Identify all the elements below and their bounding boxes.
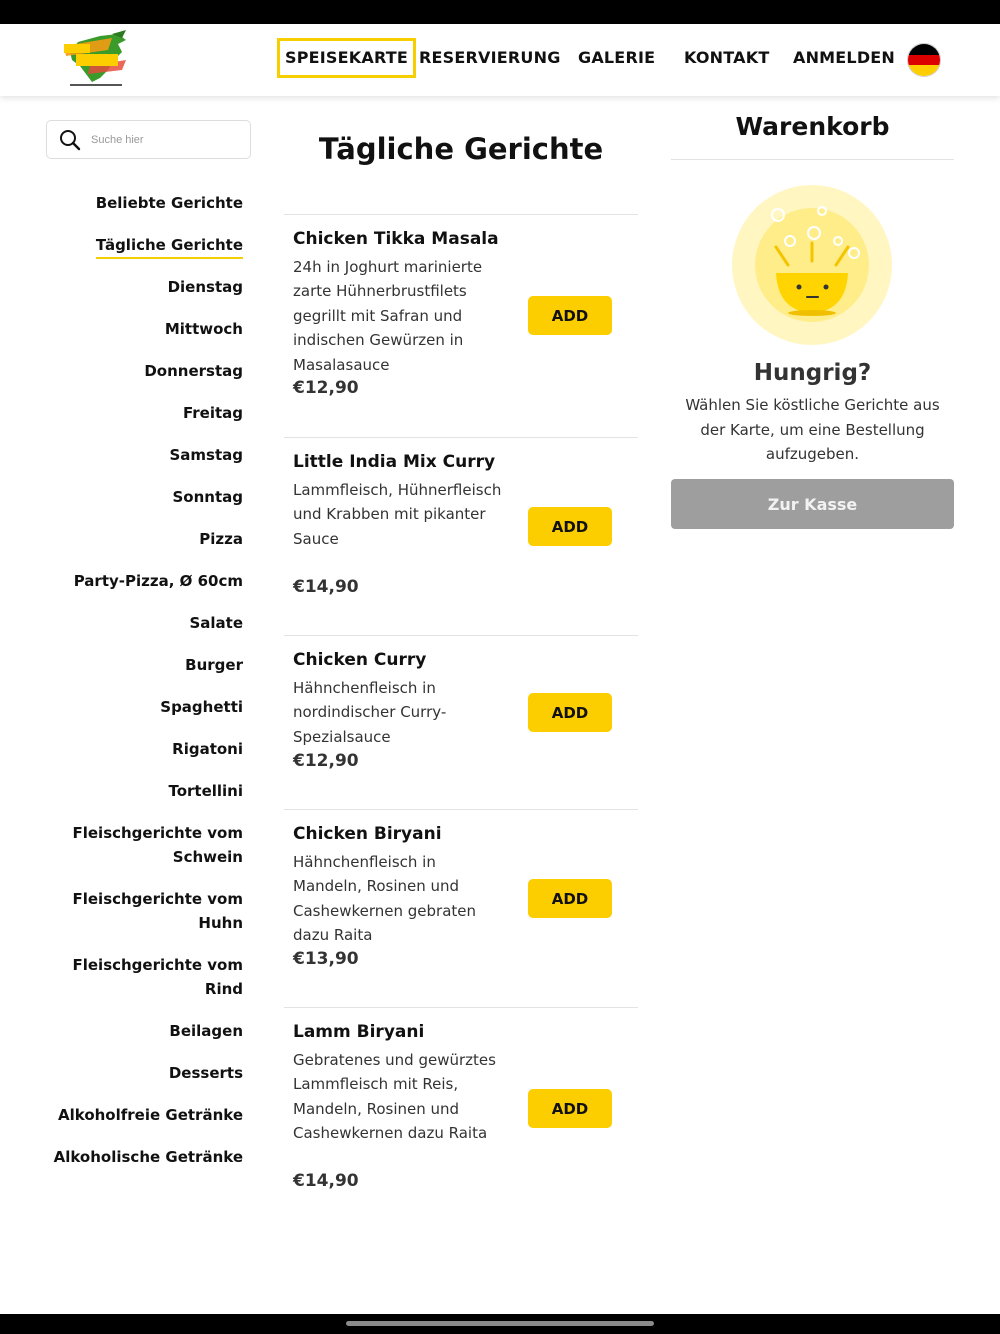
dish-price: €12,90 (293, 378, 359, 398)
dish-description: Hähnchenfleisch in nordindischer Curry-Spezialsauce (293, 679, 447, 746)
page-title: Tägliche Gerichte (318, 132, 604, 166)
category-freitag[interactable]: Freitag (182, 404, 243, 422)
category-fleisch-schwein[interactable]: Fleischgerichte vom Schwein (72, 824, 243, 866)
cart-title: Warenkorb (735, 112, 890, 141)
category-alkoholfreie-getraenke[interactable]: Alkoholfreie Getränke (58, 1106, 243, 1124)
cart-heading: Hungrig? (753, 360, 872, 386)
dish-card (284, 214, 638, 437)
category-burger[interactable]: Burger (185, 656, 243, 674)
status-bar (0, 0, 1000, 24)
dish-name: Chicken Tikka Masala (293, 229, 499, 249)
add-to-cart-button[interactable]: ADD (528, 693, 612, 732)
add-to-cart-button[interactable]: ADD (528, 879, 612, 918)
category-beilagen[interactable]: Beilagen (169, 1022, 243, 1040)
dish-card (284, 635, 638, 809)
germany-flag-icon[interactable] (907, 43, 941, 77)
category-spaghetti[interactable]: Spaghetti (160, 698, 243, 716)
add-to-cart-button[interactable]: ADD (528, 507, 612, 546)
category-sonntag[interactable]: Sonntag (172, 488, 243, 506)
category-samstag[interactable]: Samstag (169, 446, 243, 464)
category-taegliche-gerichte[interactable]: Tägliche Gerichte (40, 233, 243, 257)
dish-description: Gebratenes und gewürztes Lammfleisch mit Reis, Mandeln, Rosinen und Cashewkernen dazu Raita (293, 1051, 496, 1143)
dish-price: €13,90 (293, 949, 359, 969)
dish-description: Hähnchenfleisch in Mandeln, Rosinen und Cashewkernen gebraten dazu Raita (293, 853, 477, 945)
category-salate[interactable]: Salate (189, 614, 243, 632)
dish-price: €14,90 (293, 577, 359, 597)
dish-price: €14,90 (293, 1171, 359, 1191)
nav-speisekarte[interactable]: SPEISEKARTE (277, 38, 416, 78)
dish-card (284, 1007, 638, 1207)
category-pizza[interactable]: Pizza (199, 530, 243, 548)
category-donnerstag[interactable]: Donnerstag (144, 362, 243, 380)
category-list (40, 186, 243, 1169)
little-india-logo-icon[interactable] (60, 30, 132, 90)
empty-bowl-icon (732, 185, 892, 345)
dish-price: €12,90 (293, 751, 359, 771)
nav-anmelden[interactable]: ANMELDEN (793, 48, 896, 67)
category-dienstag[interactable]: Dienstag (167, 278, 243, 296)
nav-kontakt[interactable]: KONTAKT (684, 48, 770, 67)
category-fleisch-huhn[interactable]: Fleischgerichte vom Huhn (72, 890, 243, 932)
search-input[interactable] (91, 134, 231, 146)
category-beliebte-gerichte[interactable]: Beliebte Gerichte (95, 194, 243, 212)
dish-name: Little India Mix Curry (293, 452, 496, 472)
dish-card (284, 809, 638, 1007)
category-mittwoch[interactable]: Mittwoch (164, 320, 243, 338)
category-party-pizza[interactable]: Party-Pizza, Ø 60cm (73, 572, 243, 590)
add-to-cart-button[interactable]: ADD (528, 296, 612, 335)
category-rigatoni[interactable]: Rigatoni (172, 740, 243, 758)
category-tortellini[interactable]: Tortellini (168, 782, 243, 800)
dish-name: Chicken Biryani (293, 824, 442, 844)
category-desserts[interactable]: Desserts (168, 1064, 243, 1082)
nav-reservierung[interactable]: RESERVIERUNG (419, 48, 561, 67)
search-box[interactable] (46, 120, 251, 159)
category-fleisch-rind[interactable]: Fleischgerichte vom Rind (72, 956, 243, 998)
cart-divider (671, 159, 954, 160)
dish-name: Lamm Biryani (293, 1022, 425, 1042)
cart-empty-text: Wählen Sie köstliche Gerichte aus der Karte, um eine Bestellung aufzugeben. (685, 396, 940, 463)
search-icon (59, 129, 81, 151)
dish-card (284, 437, 638, 635)
nav-galerie[interactable]: GALERIE (578, 48, 656, 67)
dish-description: Lammfleisch, Hühnerfleisch und Krabben mit pikanter Sauce (293, 481, 502, 548)
add-to-cart-button[interactable]: ADD (528, 1089, 612, 1128)
category-alkoholische-getraenke[interactable]: Alkoholische Getränke (53, 1148, 243, 1166)
header (0, 24, 1000, 96)
dish-description: 24h in Joghurt marinierte zarte Hühnerbrustfilets gegrillt mit Safran und indischen Gewürzen in Masalasauce (293, 258, 483, 374)
dish-name: Chicken Curry (293, 650, 427, 670)
home-indicator[interactable] (346, 1321, 654, 1326)
checkout-button[interactable]: Zur Kasse (671, 479, 954, 529)
